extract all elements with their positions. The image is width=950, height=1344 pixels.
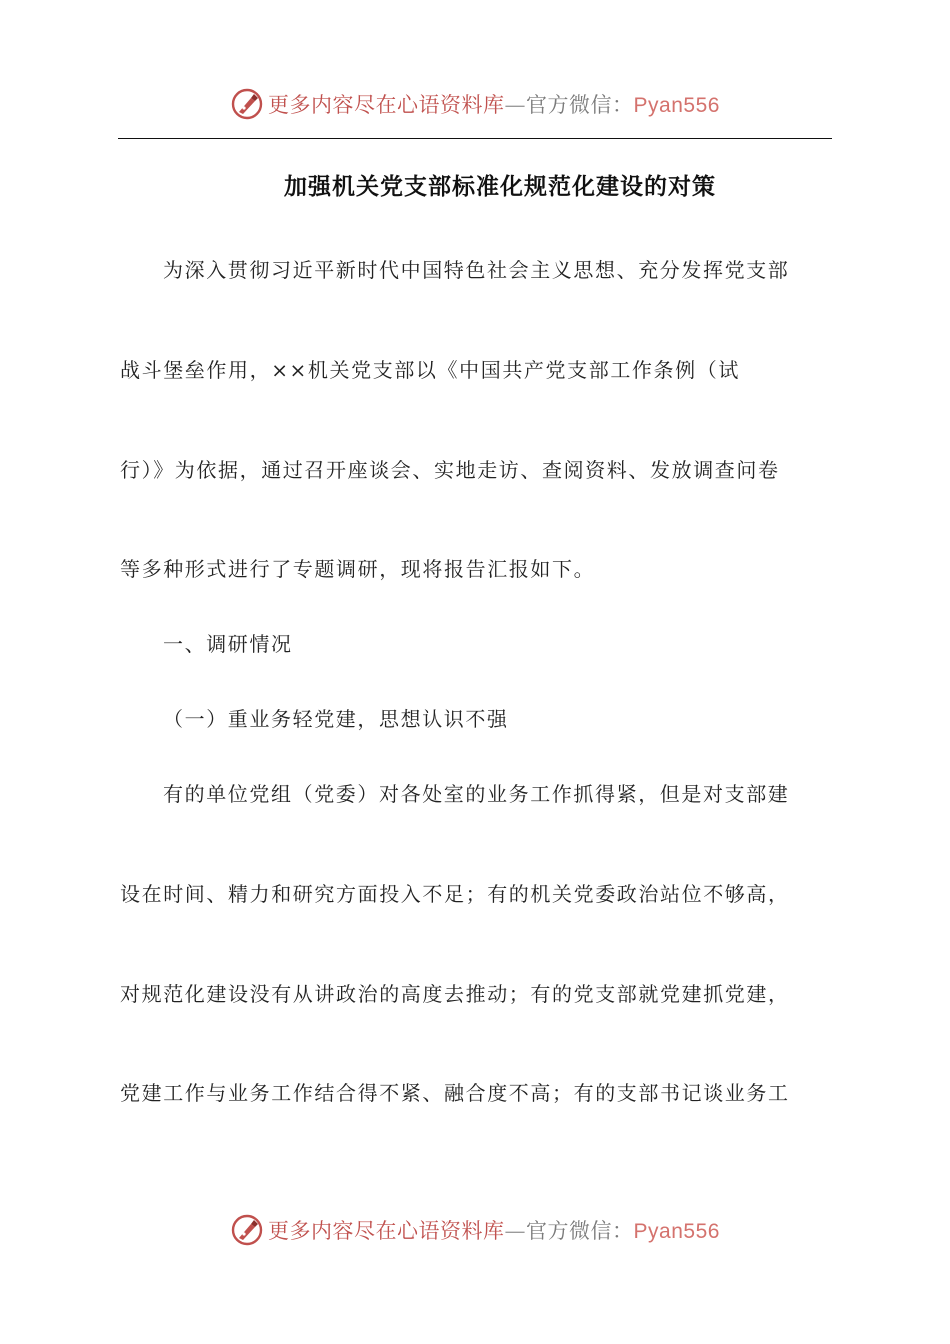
- paragraph-line: 行）》为依据，通过召开座谈会、实地走访、查阅资料、发放调查问卷: [120, 458, 780, 482]
- paragraph-line: 有的单位党组（党委）对各处室的业务工作抓得紧，但是对支部建: [163, 782, 790, 806]
- footer-banner: [0, 1208, 950, 1252]
- paragraph-line: 等多种形式进行了专题调研，现将报告汇报如下。: [120, 557, 596, 581]
- document-title: 加强机关党支部标准化规范化建设的对策: [284, 173, 716, 200]
- pen-nib-logo-icon: [230, 1213, 264, 1247]
- paragraph-line: 战斗堡垒作用，××机关党支部以《中国共产党支部工作条例（试: [120, 358, 740, 382]
- header-banner: [0, 82, 950, 126]
- paragraph-line: 设在时间、精力和研究方面投入不足；有的机关党委政治站位不够高，: [120, 882, 790, 906]
- section-heading: 一、调研情况: [163, 632, 293, 656]
- pen-nib-logo-icon: [230, 87, 264, 121]
- paragraph-line: 党建工作与业务工作结合得不紧、融合度不高；有的支部书记谈业务工: [120, 1081, 790, 1105]
- footer-banner-text: 更多内容尽在心语资料库—官方微信：Pyan556: [268, 1219, 720, 1243]
- subsection-heading: （一）重业务轻党建，思想认识不强: [163, 707, 509, 731]
- paragraph-line: 为深入贯彻习近平新时代中国特色社会主义思想、充分发挥党支部: [163, 258, 790, 282]
- paragraph-line: 对规范化建设没有从讲政治的高度去推动；有的党支部就党建抓党建，: [120, 982, 790, 1006]
- header-banner-text: 更多内容尽在心语资料库—官方微信：Pyan556: [268, 93, 720, 117]
- header-divider: [118, 138, 832, 139]
